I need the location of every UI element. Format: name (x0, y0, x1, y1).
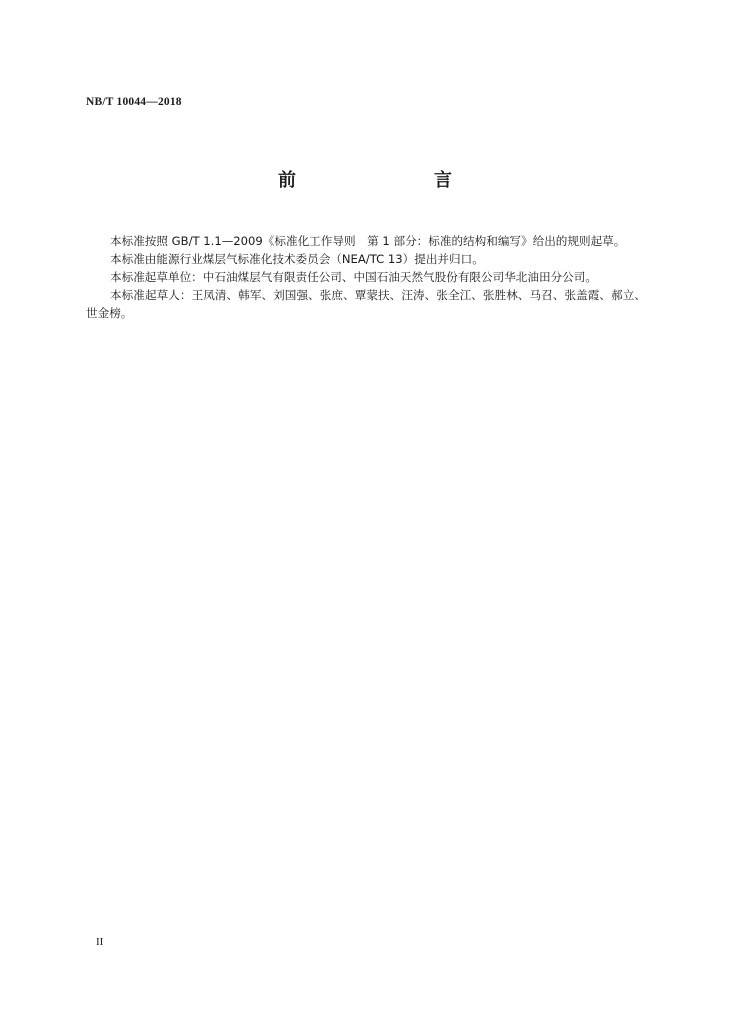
paragraph-drafting-units: 本标准起草单位：中石油煤层气有限责任公司、中国石油天然气股份有限公司华北油田分公司。 (110, 270, 597, 284)
paragraph-proposer: 本标准由能源行业煤层气标准化技术委员会（NEA/TC 13）提出并归口。 (110, 252, 484, 266)
paragraph-drafters: 本标准起草人：王凤清、韩军、刘国强、张庶、覃蒙扶、汪涛、张全江、张胜林、马召、张盖霞、郝立、世金榜。 (86, 288, 646, 320)
paragraph-drafting-rules: 本标准按照 GB/T 1.1—2009《标准化工作导则 第 1 部分：标准的结构和编写》给出的规则起草。 (110, 234, 626, 248)
foreword-body (86, 232, 646, 322)
standard-code: NB/T 10044—2018 (86, 96, 182, 108)
page-number: II (96, 936, 104, 948)
page-title: 前 言 (278, 170, 486, 191)
